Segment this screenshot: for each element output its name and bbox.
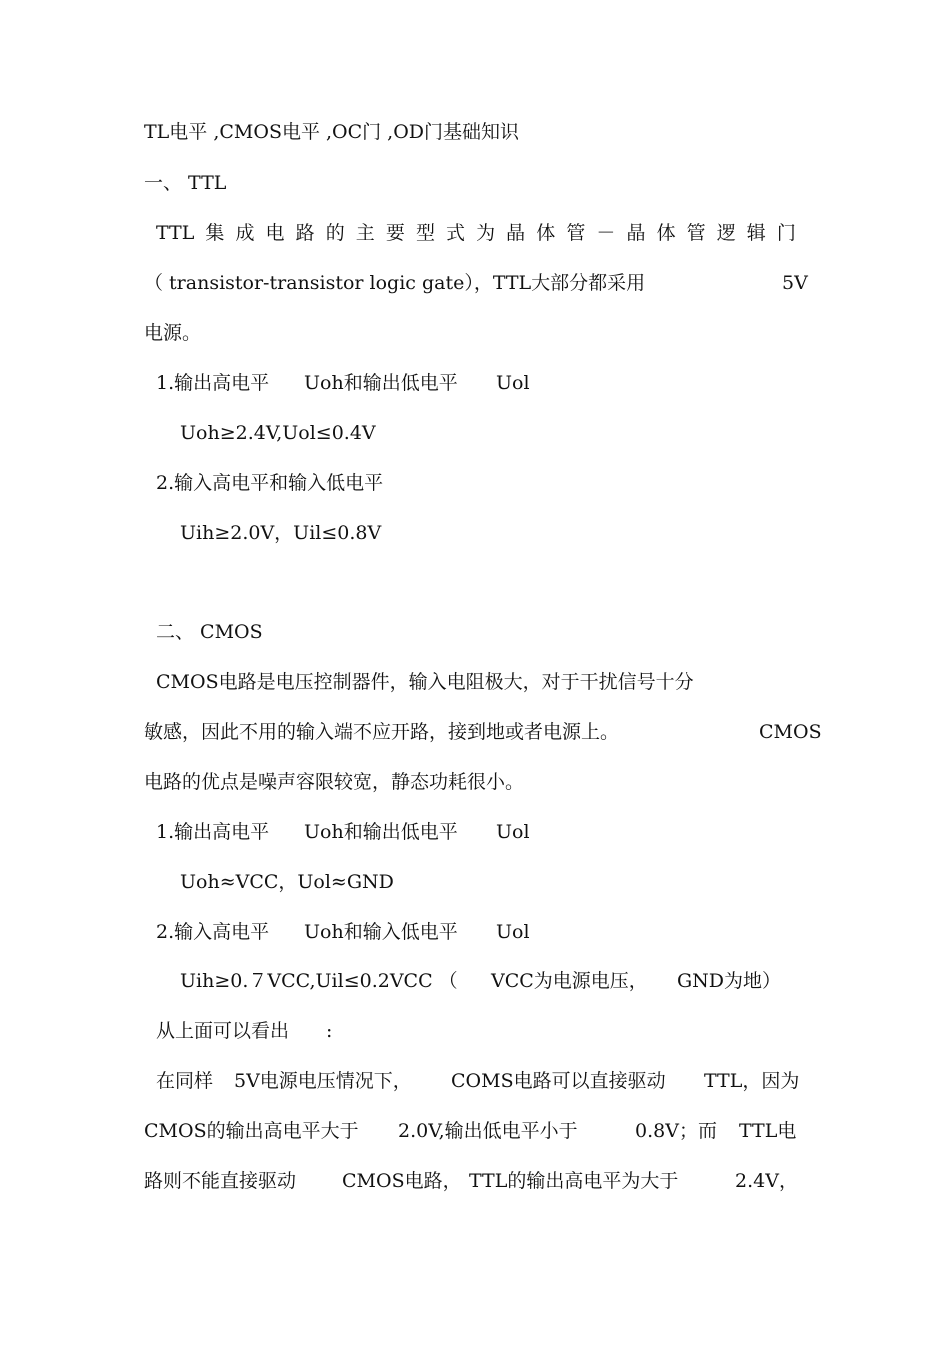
text-segment: Uol <box>496 921 530 943</box>
formula-line <box>0 518 950 548</box>
text-segment: 2.4V， <box>735 1170 798 1192</box>
text-segment: Uol <box>496 372 530 394</box>
list-item <box>0 917 950 947</box>
text-char: 门 <box>776 222 796 244</box>
text-segment: COMS电路可以直接驱动 <box>451 1070 666 1092</box>
text-segment: CMOS <box>759 721 822 743</box>
text-segment: VCC为电源电压， <box>491 970 648 992</box>
text-char: 管 <box>566 222 586 244</box>
list-item <box>0 368 950 398</box>
text-segment: 1.输出高电平 <box>156 821 270 843</box>
text-segment: CMOS的输出高电平大于 <box>144 1120 359 1142</box>
paragraph-line <box>0 1116 950 1146</box>
text-segment: GND为地） <box>677 970 782 992</box>
text-char: 体 <box>536 222 556 244</box>
list-item <box>0 468 950 498</box>
text-segment: CMOS电路， <box>342 1170 462 1192</box>
text-segment: Uoh和输出低电平 <box>304 821 458 843</box>
text-segment: Uol <box>496 821 530 843</box>
text-segment: CMOS电路是电压控制器件，输入电阻极大，对于干扰信号十分 <box>156 671 694 693</box>
text-segment: 2.输入高电平和输入低电平 <box>156 472 384 494</box>
section-heading-cmos <box>0 617 950 647</box>
section-heading-ttl <box>0 168 950 198</box>
text-segment: 5V <box>782 272 808 294</box>
text-segment: 二、 CMOS <box>156 621 263 643</box>
text-segment: Uoh和输入低电平 <box>304 921 458 943</box>
list-item <box>0 817 950 847</box>
text-char: 的 <box>325 222 345 244</box>
text-char: 集 <box>205 222 225 244</box>
text-segment: : <box>326 1020 333 1042</box>
text-segment: 敏感，因此不用的输入端不应开路，接到地或者电源上。 <box>144 721 620 743</box>
text-char: 电 <box>265 222 285 244</box>
text-segment: 在同样 <box>156 1070 214 1092</box>
text-char: 逻 <box>716 222 736 244</box>
text-char: 晶 <box>506 222 526 244</box>
text-segment: 1.输出高电平 <box>156 372 270 394</box>
paragraph-line <box>0 268 950 298</box>
text-char: 体 <box>656 222 676 244</box>
text-char: 为 <box>476 222 496 244</box>
text-segment: Uoh≈VCC，Uol≈GND <box>180 871 394 893</box>
paragraph-line <box>0 767 950 797</box>
paragraph-line <box>0 717 950 747</box>
text-segment: 从上面可以看出 <box>156 1020 290 1042</box>
text-char: 晶 <box>626 222 646 244</box>
formula-line <box>0 966 950 996</box>
paragraph-line <box>0 1016 950 1046</box>
text-char: 路 <box>295 222 315 244</box>
text-char: 辑 <box>746 222 766 244</box>
paragraph-line <box>0 1066 950 1096</box>
text-char: 主 <box>355 222 375 244</box>
text-char: 要 <box>385 222 405 244</box>
text-segment: Uoh≥2.4V,Uol≤0.4V <box>180 422 376 444</box>
text-segment: TTL的输出高电平为大于 <box>469 1170 679 1192</box>
text-segment: TL电平 ,CMOS电平 ,OC门 ,OD门基础知识 <box>144 121 520 143</box>
text-segment: 路则不能直接驱动 <box>144 1170 297 1192</box>
text-char: 成 <box>235 222 255 244</box>
text-segment: 2.输入高电平 <box>156 921 270 943</box>
text-segment: 电源。 <box>144 322 202 344</box>
document-title <box>0 117 950 147</box>
text-char: TTL <box>156 222 195 244</box>
text-segment: Uih≥0.７VCC,Uil≤0.2VCC （ <box>180 970 458 992</box>
formula-line <box>0 867 950 897</box>
text-segment: 0.8V；而 <box>635 1120 717 1142</box>
paragraph-line <box>0 1166 950 1196</box>
text-char: 式 <box>446 222 466 244</box>
text-segment: 2.0V,输出低电平小于 <box>398 1120 578 1142</box>
paragraph-line <box>0 218 950 248</box>
text-segment: TTL电 <box>739 1120 797 1142</box>
justified-text <box>156 218 796 248</box>
text-char: 型 <box>415 222 435 244</box>
paragraph-line <box>0 318 950 348</box>
text-segment: TTL，因为 <box>704 1070 800 1092</box>
text-char: － <box>596 222 616 244</box>
text-segment: （ transistor-transistor logic gate），TTL大部分都采用 <box>144 272 646 294</box>
paragraph-line <box>0 667 950 697</box>
text-segment: Uoh和输出低电平 <box>304 372 458 394</box>
text-char: 管 <box>686 222 706 244</box>
text-segment: 电路的优点是噪声容限较宽，静态功耗很小。 <box>144 771 525 793</box>
text-segment: 5V电源电压情况下， <box>234 1070 412 1092</box>
text-segment: 一、 TTL <box>144 172 227 194</box>
text-segment: Uih≥2.0V，Uil≤0.8V <box>180 522 382 544</box>
formula-line <box>0 418 950 448</box>
